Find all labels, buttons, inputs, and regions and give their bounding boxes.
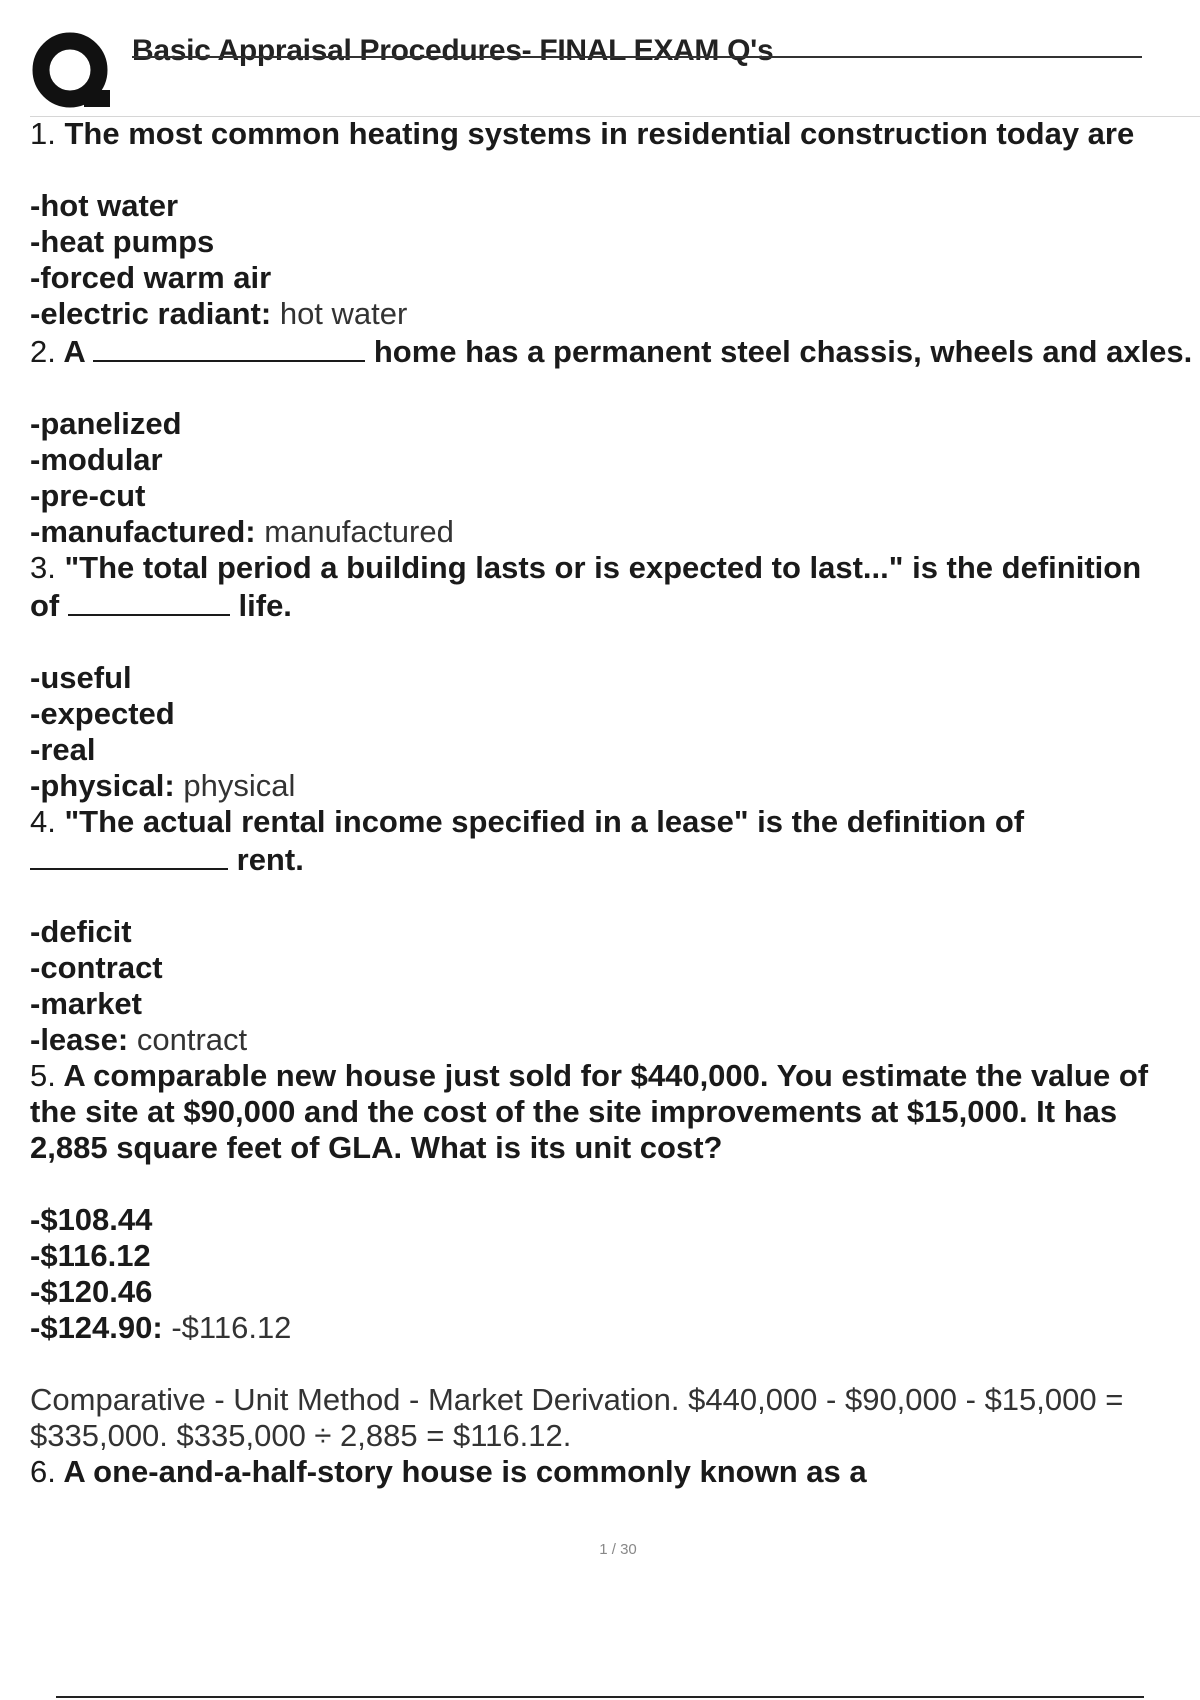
question-number: 5.	[30, 1058, 56, 1093]
question-text	[30, 550, 1200, 586]
question-stem: A	[63, 334, 85, 369]
question-text	[30, 332, 1200, 370]
answer: hot water	[279, 296, 408, 331]
option: -panelized	[30, 406, 182, 441]
fill-in-blank	[30, 840, 228, 870]
question-number: 4.	[30, 804, 56, 839]
option: -hot water	[30, 188, 179, 223]
option: -useful	[30, 660, 132, 695]
question-3	[30, 550, 1200, 804]
question-stem: The most common heating systems in residential construction today are	[64, 116, 1135, 151]
question-text	[30, 1454, 1200, 1490]
question-text	[30, 116, 1200, 152]
question-2	[30, 332, 1200, 550]
option: -pre-cut	[30, 478, 146, 513]
answer: manufactured	[264, 514, 454, 549]
fill-in-blank	[93, 332, 365, 362]
question-5	[30, 1058, 1200, 1454]
question-1	[30, 116, 1200, 332]
option: -manufactured:	[30, 514, 256, 549]
question-stem: life.	[238, 588, 292, 623]
answer: contract	[136, 1022, 248, 1057]
question-stem: "The actual rental income specified in a lease" is the definition of	[64, 804, 1025, 839]
question-stem: "The total period a building lasts or is expected to last..." is the definition	[64, 550, 1142, 585]
question-number: 1.	[30, 116, 56, 151]
footer-rule	[56, 1696, 1144, 1698]
question-stem: A comparable new house just sold for $440,000. You estimate the value of the site at $90,000 and the cost of the site improvements at $15,000. It has 2,885 square feet of GLA. What is its unit cost?	[30, 1058, 1149, 1165]
answer: -$116.12	[171, 1310, 292, 1345]
quizlet-logo-icon	[30, 30, 114, 114]
question-text	[30, 804, 1200, 840]
option: -expected	[30, 696, 175, 731]
question-4	[30, 804, 1200, 1058]
title-rule	[132, 56, 1142, 58]
option: -deficit	[30, 914, 132, 949]
option: -forced warm air	[30, 260, 272, 295]
option: -$120.46	[30, 1274, 153, 1309]
exam-content	[30, 116, 1200, 1490]
question-stem: A one-and-a-half-story house is commonly known as a	[63, 1454, 867, 1489]
document-title: Basic Appraisal Procedures- FINAL EXAM Q's	[132, 34, 774, 67]
answer: physical	[183, 768, 296, 803]
page-number: 1 / 30	[599, 1541, 637, 1558]
option: -market	[30, 986, 142, 1021]
question-number: 2.	[30, 334, 56, 369]
explanation: Comparative - Unit Method - Market Derivation. $440,000 - $90,000 - $15,000 = $335,000. $335,000 ÷ 2,885 = $116.12.	[30, 1382, 1124, 1453]
option: -electric radiant:	[30, 296, 272, 331]
option: -real	[30, 732, 96, 767]
question-stem: home has a permanent steel chassis, wheels and axles.	[373, 334, 1193, 369]
question-stem: rent.	[236, 842, 304, 877]
question-number: 6.	[30, 1454, 56, 1489]
option: -lease:	[30, 1022, 129, 1057]
question-text-cont	[30, 840, 1200, 878]
option: -$108.44	[30, 1202, 153, 1237]
fill-in-blank	[68, 586, 230, 616]
question-stem: of	[30, 588, 60, 623]
option: -contract	[30, 950, 163, 985]
option: -$124.90:	[30, 1310, 163, 1345]
question-text	[30, 1058, 1200, 1166]
question-number: 3.	[30, 550, 56, 585]
question-text-cont	[30, 586, 1200, 624]
option: -physical:	[30, 768, 175, 803]
option: -modular	[30, 442, 163, 477]
question-6	[30, 1454, 1200, 1490]
option: -heat pumps	[30, 224, 215, 259]
option: -$116.12	[30, 1238, 151, 1273]
